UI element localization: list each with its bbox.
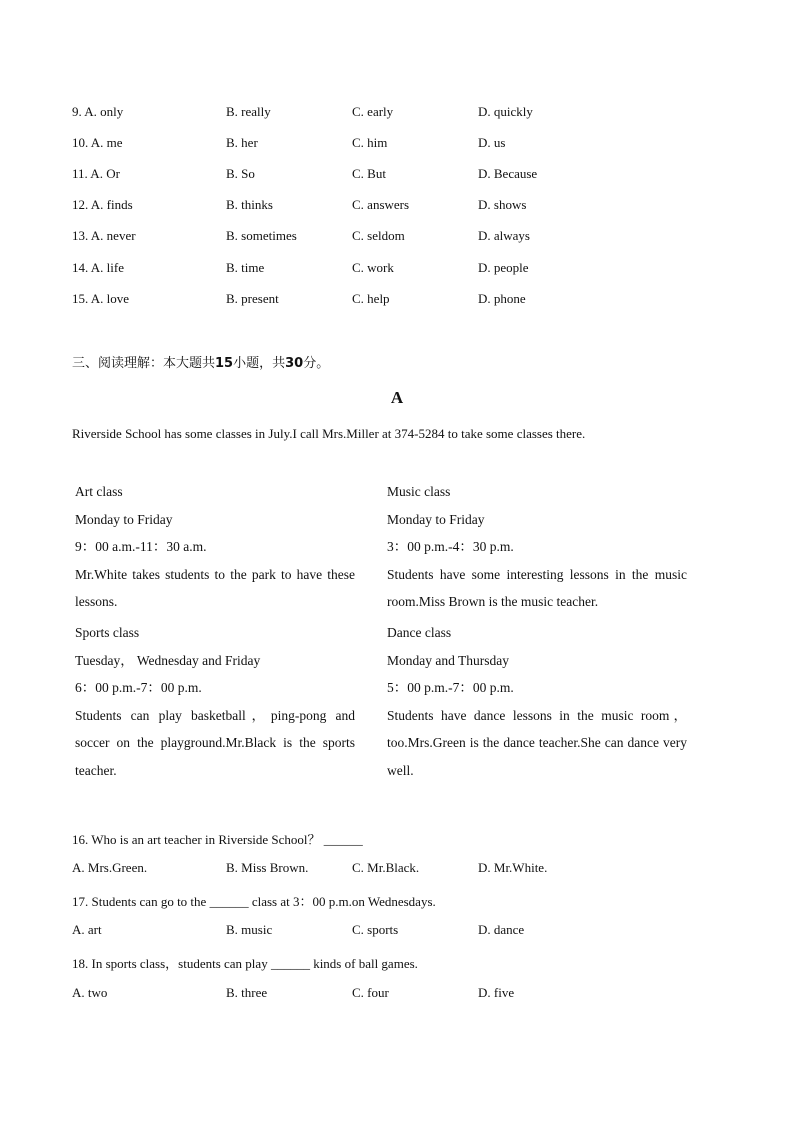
option-row	[72, 135, 752, 155]
option-c: C. But	[352, 166, 386, 181]
class-days: Tuesday， Wednesday and Friday	[75, 652, 261, 668]
option-a: 15. A. love	[72, 291, 130, 306]
option-d: D. quickly	[478, 104, 533, 119]
option-c: C. work	[352, 260, 394, 275]
option-row	[72, 104, 752, 124]
section-heading	[72, 352, 329, 371]
class-time: 9：00 a.m.-11：30 a.m.	[75, 539, 207, 554]
class-name: Sports class	[75, 625, 140, 640]
class-description: Mr.White takes students to the park to have these lessons.	[75, 566, 355, 609]
passage-title: A	[390, 388, 404, 407]
option-d: D. Because	[478, 166, 538, 181]
option-row	[72, 228, 752, 248]
option-b: B. thinks	[226, 197, 273, 212]
question-17: 17. Students can go to the ______ class at 3：00 p.m.on Wednesdays.	[72, 894, 436, 909]
option-row	[72, 291, 752, 311]
section-score: 30	[285, 356, 304, 371]
option-b: B. her	[226, 135, 258, 150]
sports-class-block	[75, 619, 355, 784]
class-name: Music class	[387, 484, 451, 499]
option-a: A. art	[72, 922, 102, 937]
option-b: B. music	[226, 922, 273, 937]
option-a: 10. A. me	[72, 135, 123, 150]
section-count: 15	[215, 356, 234, 371]
class-name: Art class	[75, 484, 123, 499]
dance-class-block	[387, 619, 687, 784]
option-d: D. Mr.White.	[478, 860, 548, 875]
option-c: C. four	[352, 985, 389, 1000]
option-b: B. time	[226, 260, 265, 275]
option-d: D. shows	[478, 197, 527, 212]
section-prefix: 三、阅读理解：本大题共	[72, 356, 216, 371]
art-class-block	[75, 478, 355, 616]
option-d: D. us	[478, 135, 506, 150]
option-d: D. five	[478, 985, 515, 1000]
option-b: B. three	[226, 985, 268, 1000]
option-a: A. Mrs.Green.	[72, 860, 148, 875]
section-middle: 小题，共	[233, 356, 286, 371]
option-c: C. answers	[352, 197, 410, 212]
class-name: Dance class	[387, 625, 452, 640]
option-row	[72, 985, 752, 1005]
option-d: D. phone	[478, 291, 526, 306]
option-a: 12. A. finds	[72, 197, 133, 212]
option-a: 11. A. Or	[72, 166, 120, 181]
option-row	[72, 197, 752, 217]
class-days: Monday to Friday	[75, 511, 173, 527]
class-time: 3：00 p.m.-4：30 p.m.	[387, 539, 514, 554]
option-row	[72, 260, 752, 280]
option-row	[72, 166, 752, 186]
option-a: 9. A. only	[72, 104, 124, 119]
option-row	[72, 860, 752, 880]
option-c: C. sports	[352, 922, 399, 937]
class-time: 6：00 p.m.-7：00 p.m.	[75, 680, 202, 695]
question-16: 16. Who is an art teacher in Riverside School？ ______	[72, 832, 363, 847]
option-row	[72, 922, 752, 942]
option-c: C. Mr.Black.	[352, 860, 420, 875]
option-a: 14. A. life	[72, 260, 124, 275]
option-c: C. seldom	[352, 228, 405, 243]
music-class-block	[387, 478, 687, 616]
option-c: C. him	[352, 135, 388, 150]
option-a: 13. A. never	[72, 228, 136, 243]
passage-intro: Riverside School has some classes in July.I call Mrs.Miller at 374-5284 to take some classes there.	[72, 426, 586, 441]
option-d: D. always	[478, 228, 530, 243]
option-d: D. people	[478, 260, 529, 275]
class-time: 5：00 p.m.-7：00 p.m.	[387, 680, 514, 695]
option-a: A. two	[72, 985, 108, 1000]
class-description: Students can play basketball，ping-pong and soccer on the playground.Mr.Black is the sports teacher.	[75, 707, 355, 778]
option-b: B. Miss Brown.	[226, 860, 309, 875]
option-c: C. help	[352, 291, 390, 306]
class-days: Monday to Friday	[387, 511, 485, 527]
class-description: Students have some interesting lessons in the music room.Miss Brown is the music teacher.	[387, 566, 687, 609]
option-b: B. So	[226, 166, 255, 181]
question-18: 18. In sports class，students can play ______ kinds of ball games.	[72, 956, 418, 971]
section-suffix: 分。	[303, 356, 330, 371]
option-b: B. present	[226, 291, 279, 306]
class-description: Students have dance lessons in the music room，too.Mrs.Green is the dance teacher.She can dance very well.	[387, 707, 687, 778]
class-days: Monday and Thursday	[387, 652, 509, 668]
option-d: D. dance	[478, 922, 525, 937]
option-b: B. really	[226, 104, 271, 119]
option-c: C. early	[352, 104, 394, 119]
option-b: B. sometimes	[226, 228, 297, 243]
